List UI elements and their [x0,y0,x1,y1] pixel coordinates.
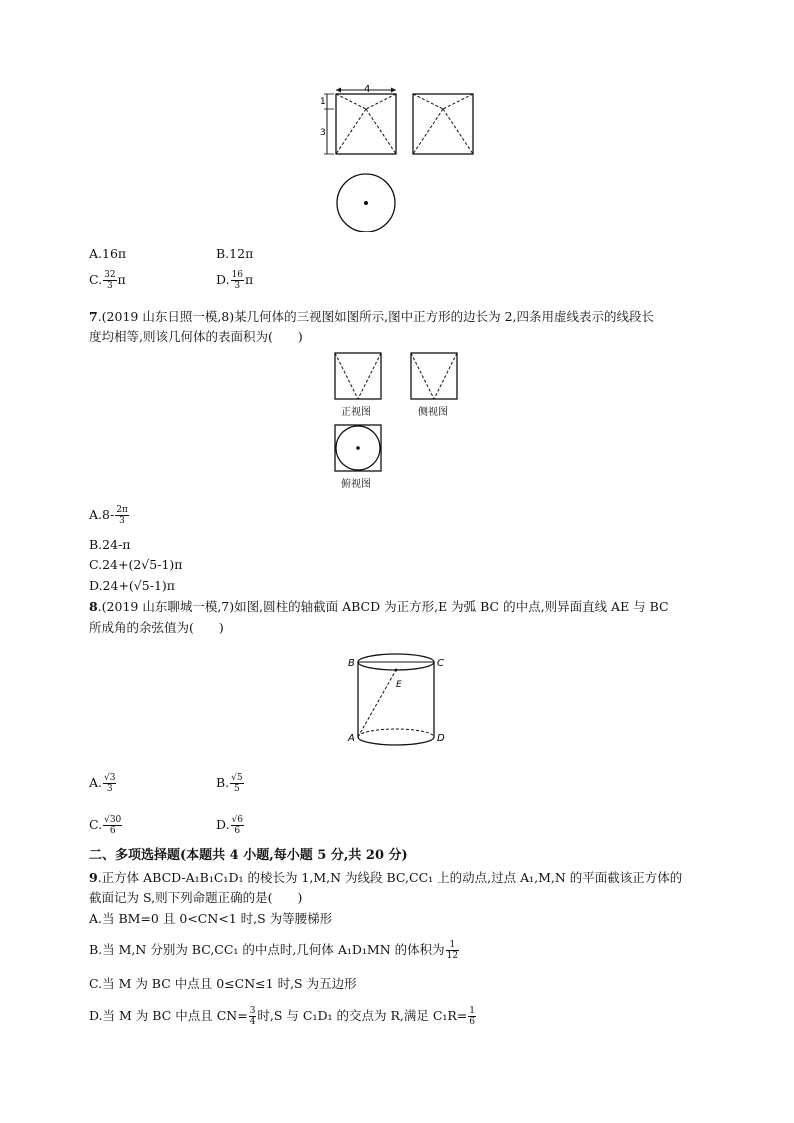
q8-label-a: A [348,733,355,744]
q6-option-a: A.16π [89,246,127,261]
q9-option-d: D.当 M 为 BC 中点且 CN= $\frac{3}{4}$ 时,S 与 C₁D₁ 的交点为 R,满足 C₁R= $\frac{1}{6}$ [89,1006,476,1027]
q7-caption-side: 侧视图 [418,407,448,418]
q6-dim-top: 4 [364,84,371,95]
section2-heading: 二、多项选择题(本题共 4 小题,每小题 5 分,共 20 分) [89,848,408,863]
q7-option-b: B.24-π [89,537,131,552]
q7-caption-top: 俯视图 [341,479,371,490]
q7-option-c: C.24+(2√5-1)π [89,557,183,572]
q8-option-a: A. $\frac{√3}{3}$ [89,773,116,794]
q6-dim-left-small: 1 [320,97,326,107]
q8-cylinder-figure [345,648,455,754]
q7-stem-line2: 度均相等,则该几何体的表面积为( ) [89,329,303,344]
q7-three-view-figure [330,350,465,490]
q9-stem-line2: 截面记为 S,则下列命题正确的是( ) [89,890,303,905]
q8-stem-line2: 所成角的余弦值为( ) [89,620,224,635]
q6-side-view [413,94,473,154]
q9-stem-line1: 9.正方体 ABCD-A₁B₁C₁D₁ 的棱长为 1,M,N 为线段 BC,CC₁ 上的动点,过点 A₁,M,N 的平面截该正方体的 [89,870,683,885]
q7-side-view [411,353,457,399]
q6-three-view-figure [318,82,478,232]
q7-option-a: A.8- $\frac{2\pi}{3}$ [89,505,128,526]
q6-option-c: C. $\frac{32}{3}$ π [89,270,126,291]
q9-option-a: A.当 BM=0 且 0<CN<1 时,S 为等腰梯形 [89,911,333,926]
q8-option-c: C. $\frac{√30}{6}$ [89,815,122,836]
q6-option-b: B.12π [216,246,254,261]
q7-caption-front: 正视图 [341,407,371,418]
q8-label-e: E [396,680,402,690]
q7-option-d: D.24+(√5-1)π [89,578,175,593]
q8-option-d: D. $\frac{√6}{6}$ [216,815,244,836]
q8-stem-line1: 8.(2019 山东聊城一模,7)如图,圆柱的轴截面 ABCD 为正方形,E 为弧 BC 的中点,则异面直线 AE 与 BC [89,599,669,614]
q8-label-d: D [437,733,445,744]
q6-front-view [336,94,396,154]
q8-label-b: B [348,658,355,669]
q8-label-c: C [437,658,444,669]
q6-option-d: D. $\frac{16}{3}$ π [216,270,254,291]
q9-option-b: B.当 M,N 分别为 BC,CC₁ 的中点时,几何体 A₁D₁MN 的体积为 $\frac{1}{12}$ [89,940,459,961]
q9-option-c: C.当 M 为 BC 中点且 0≤CN≤1 时,S 为五边形 [89,976,357,991]
q6-dim-left-big: 3 [320,128,326,138]
q7-stem-line1: 7.(2019 山东日照一模,8)某几何体的三视图如图所示,图中正方形的边长为 2,四条用虚线表示的线段长 [89,309,655,324]
q7-front-view [335,353,381,399]
q8-option-b: B. $\frac{√5}{5}$ [216,773,243,794]
